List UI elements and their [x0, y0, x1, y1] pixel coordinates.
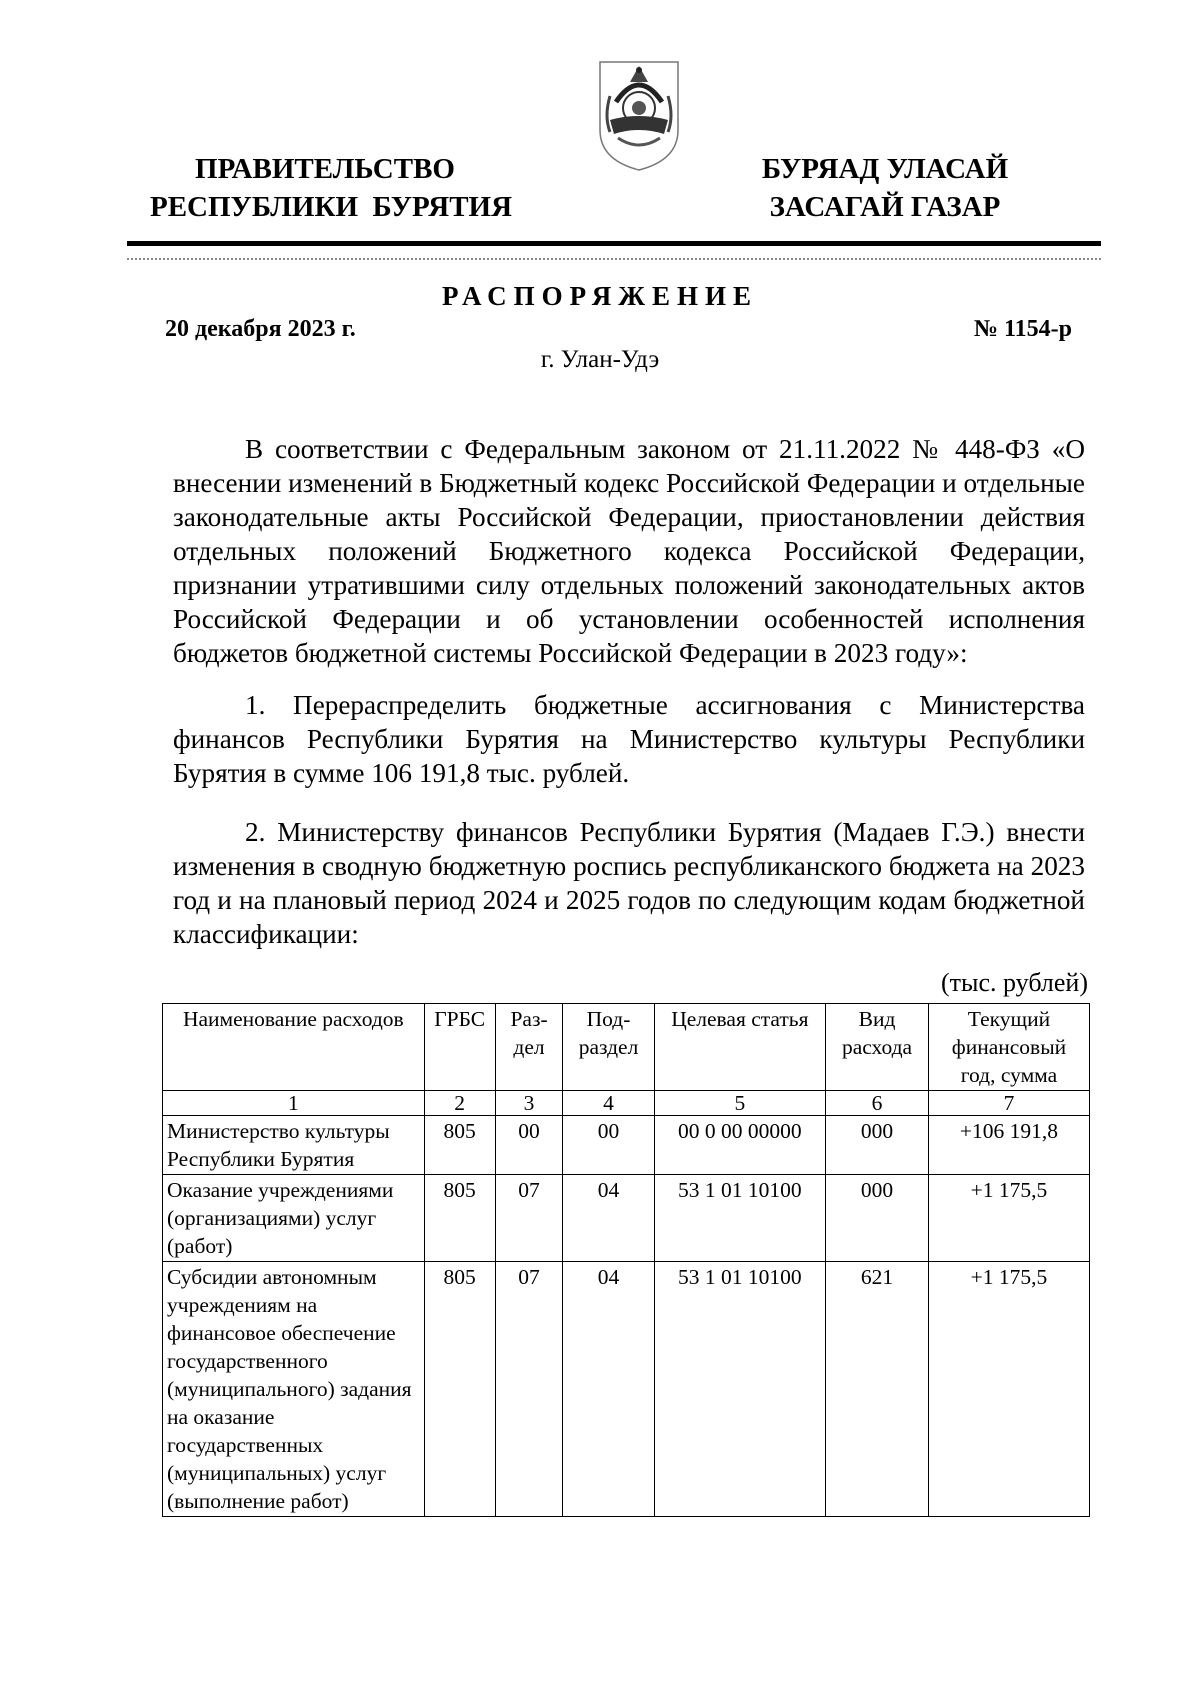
table-cell: 53 1 01 10100 — [654, 1262, 826, 1517]
header-left-line2: РЕСПУБЛИКИ БУРЯТИЯ — [150, 191, 513, 223]
column-number-cell: 7 — [928, 1091, 1089, 1116]
column-number-row — [163, 1091, 1090, 1116]
column-number-cell: 2 — [424, 1091, 495, 1116]
table-cell: 07 — [495, 1175, 563, 1262]
table-cell: 07 — [495, 1262, 563, 1517]
table-cell-name: Субсидии автономным учреждениям на финансовое обеспечение государственного (муниципального) задания на оказание государственных (муниципальных) услуг (выполнение работ) — [163, 1262, 425, 1517]
table-cell: 000 — [826, 1116, 929, 1175]
header-cell: Целевая статья — [654, 1004, 826, 1091]
header-right — [735, 150, 1035, 226]
table-cell: +1 175,5 — [928, 1175, 1089, 1262]
table-row — [163, 1175, 1090, 1262]
header-cell: Под-раздел — [563, 1004, 654, 1091]
budget-table — [162, 1003, 1090, 1517]
header-left — [150, 150, 513, 226]
table-cell: +1 175,5 — [928, 1262, 1089, 1517]
table-header-row — [163, 1004, 1090, 1091]
table-cell: 04 — [563, 1175, 654, 1262]
table-cell: 00 — [495, 1116, 563, 1175]
column-number-cell: 5 — [654, 1091, 826, 1116]
header-cell: Текущий финансовый год, сумма — [928, 1004, 1089, 1091]
item-2-paragraph: 2. Министерству финансов Республики Бурятия (Мадаев Г.Э.) внести изменения в сводную бюджетную роспись республиканского бюджета на 2023 год и на плановый период 2024 и 2025 годов по следующим кодам бюджетной классификации: — [173, 817, 1085, 949]
header-divider-thick — [127, 241, 1101, 246]
column-number-cell: 3 — [495, 1091, 563, 1116]
table-cell: 04 — [563, 1262, 654, 1517]
document-date: 20 декабря 2023 г. — [165, 316, 356, 342]
table-cell: 00 0 00 00000 — [654, 1116, 826, 1175]
table-row — [163, 1262, 1090, 1517]
table-cell: 805 — [424, 1116, 495, 1175]
column-number-cell: 1 — [163, 1091, 425, 1116]
document-city: г. Улан-Удэ — [540, 346, 660, 373]
table-cell: 621 — [826, 1262, 929, 1517]
table-cell-name: Оказание учреждениями (организациями) услуг (работ) — [163, 1175, 425, 1262]
header-right-line1: БУРЯАД УЛАСАЙ — [761, 153, 1009, 185]
document-number: № 1154-р — [973, 316, 1072, 342]
table-cell: 805 — [424, 1175, 495, 1262]
coat-of-arms-icon — [596, 56, 682, 174]
header-cell: Наименование расходов — [163, 1004, 425, 1091]
column-number-cell: 4 — [563, 1091, 654, 1116]
document-type: РАСПОРЯЖЕНИЕ — [441, 281, 759, 311]
header-cell: Раз-дел — [495, 1004, 563, 1091]
header-right-line2: ЗАСАГАЙ ГАЗАР — [769, 191, 1001, 223]
intro-paragraph: В соответствии с Федеральным законом от 21.11.2022 № 448-ФЗ «О внесении изменений в Бюджетный кодекс Российской Федерации и отдельные законодательные акты Российской Федерации, приостановлении действия отдельных положений Бюджетного кодекса Российской Федерации, признании утратившими силу отдельных положений законодательных актов Российской Федерации и об установлении особенностей исполнения бюджетов бюджетной системы Российской Федерации в 2023 году»: — [173, 434, 1085, 668]
table-units: (тыс. рублей) — [940, 968, 1088, 997]
header-cell: ГРБС — [424, 1004, 495, 1091]
table-cell: 00 — [563, 1116, 654, 1175]
header-cell: Вид расхода — [826, 1004, 929, 1091]
header-divider-thin — [127, 258, 1101, 260]
table-row — [163, 1116, 1090, 1175]
table-cell-name: Министерство культуры Республики Бурятия — [163, 1116, 425, 1175]
table-cell: 53 1 01 10100 — [654, 1175, 826, 1262]
table-cell: 805 — [424, 1262, 495, 1517]
header-left-line1: ПРАВИТЕЛЬСТВО — [195, 153, 455, 185]
column-number-cell: 6 — [826, 1091, 929, 1116]
item-1-paragraph: 1. Перераспределить бюджетные ассигнования с Министерства финансов Республики Бурятия на Министерство культуры Республики Бурятия в сумме 106 191,8 тыс. рублей. — [173, 690, 1085, 788]
table-cell: 000 — [826, 1175, 929, 1262]
table-cell: +106 191,8 — [928, 1116, 1089, 1175]
